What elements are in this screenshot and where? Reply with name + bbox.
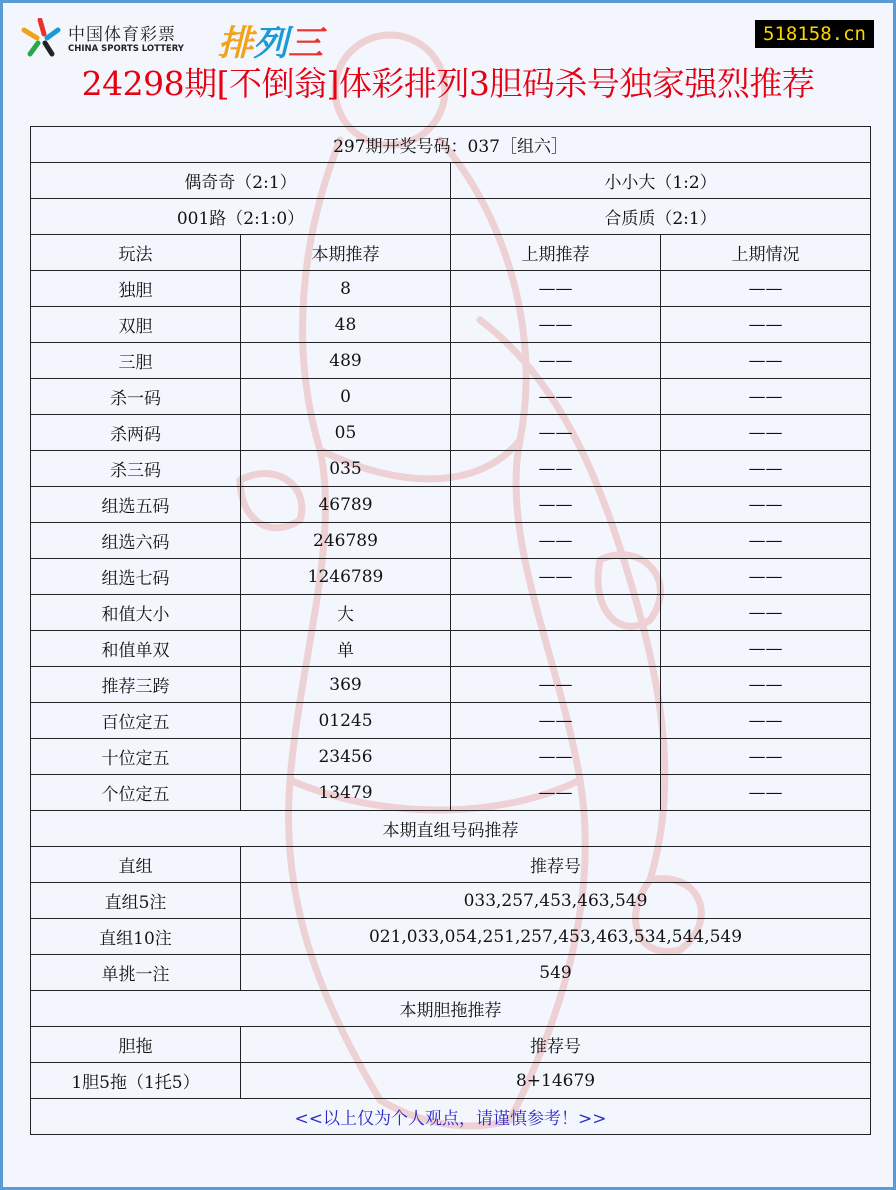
brand-part: 列 (253, 24, 289, 64)
brand-part: 三 (288, 24, 324, 64)
route-summary: 001路（2:1:0） (31, 199, 451, 235)
column-header: 推荐号 (241, 847, 871, 883)
direct-group-label: 直组5注 (31, 883, 241, 919)
play-name: 十位定五 (31, 739, 241, 775)
current-pick: 单 (241, 631, 451, 667)
column-header: 直组 (31, 847, 241, 883)
logo-chinese-text: 中国体育彩票 (68, 25, 176, 45)
previous-pick: —— (451, 271, 661, 307)
current-pick: 8 (241, 271, 451, 307)
previous-result: —— (661, 487, 871, 523)
table-row (31, 271, 871, 307)
summary-row (31, 163, 871, 199)
direct-group-numbers: 549 (241, 955, 871, 991)
table-row (31, 559, 871, 595)
play-name: 杀三码 (31, 451, 241, 487)
table-header-row (31, 235, 871, 271)
table-row (31, 703, 871, 739)
previous-pick: —— (451, 559, 661, 595)
table-row (31, 415, 871, 451)
previous-pick: —— (451, 379, 661, 415)
play-name: 独胆 (31, 271, 241, 307)
current-pick: 369 (241, 667, 451, 703)
parity-summary: 偶奇奇（2:1） (31, 163, 451, 199)
column-header: 胆拖 (31, 1027, 241, 1063)
dantuo-label: 1胆5拖（1托5） (31, 1063, 241, 1099)
column-header: 上期推荐 (451, 235, 661, 271)
logo-english-text: CHINA SPORTS LOTTERY (68, 44, 184, 54)
previous-pick: —— (451, 487, 661, 523)
previous-pick: —— (451, 343, 661, 379)
previous-pick: —— (451, 703, 661, 739)
brand-part: 排 (218, 24, 254, 64)
previous-pick: —— (451, 307, 661, 343)
recommendation-table (30, 126, 871, 1135)
play-name: 杀两码 (31, 415, 241, 451)
table-row (31, 451, 871, 487)
current-pick: 035 (241, 451, 451, 487)
prime-summary: 合质质（2:1） (451, 199, 871, 235)
table-row (31, 919, 871, 955)
previous-result: —— (661, 703, 871, 739)
current-pick: 46789 (241, 487, 451, 523)
current-pick: 大 (241, 595, 451, 631)
draw-result-row (31, 127, 871, 163)
table-row (31, 307, 871, 343)
table-row (31, 343, 871, 379)
current-pick: 05 (241, 415, 451, 451)
footer-row (31, 1099, 871, 1135)
draw-result: 297期开奖号码：037［组六］ (31, 127, 871, 163)
current-pick: 246789 (241, 523, 451, 559)
current-pick: 48 (241, 307, 451, 343)
table-row (31, 739, 871, 775)
direct-group-header-row (31, 847, 871, 883)
dantuo-heading: 本期胆拖推荐 (31, 991, 871, 1027)
play-name: 推荐三跨 (31, 667, 241, 703)
current-pick: 13479 (241, 775, 451, 811)
play-name: 组选五码 (31, 487, 241, 523)
previous-pick: —— (451, 523, 661, 559)
play-name: 双胆 (31, 307, 241, 343)
play-name: 和值大小 (31, 595, 241, 631)
previous-pick: —— (451, 667, 661, 703)
size-summary: 小小大（1:2） (451, 163, 871, 199)
current-pick: 0 (241, 379, 451, 415)
column-header: 本期推荐 (241, 235, 451, 271)
previous-result: —— (661, 559, 871, 595)
previous-result: —— (661, 523, 871, 559)
previous-result: —— (661, 271, 871, 307)
table-row (31, 955, 871, 991)
current-pick: 01245 (241, 703, 451, 739)
previous-result: —— (661, 595, 871, 631)
previous-result: —— (661, 451, 871, 487)
disclaimer-note: <<以上仅为个人观点，请谨慎参考！>> (31, 1099, 871, 1135)
column-header: 玩法 (31, 235, 241, 271)
current-pick: 23456 (241, 739, 451, 775)
previous-result: —— (661, 775, 871, 811)
previous-result: —— (661, 739, 871, 775)
current-pick: 1246789 (241, 559, 451, 595)
lottery-star-icon (20, 18, 62, 58)
play-name: 三胆 (31, 343, 241, 379)
play-name: 组选六码 (31, 523, 241, 559)
table-row (31, 667, 871, 703)
play-name: 组选七码 (31, 559, 241, 595)
previous-result: —— (661, 343, 871, 379)
direct-group-label: 直组10注 (31, 919, 241, 955)
play-name: 个位定五 (31, 775, 241, 811)
play-name: 百位定五 (31, 703, 241, 739)
page-title: 24298期[不倒翁]体彩排列3胆码杀号独家强烈推荐 (81, 64, 815, 103)
dantuo-heading-row (31, 991, 871, 1027)
table-row (31, 1063, 871, 1099)
previous-pick (451, 595, 661, 631)
summary-row (31, 199, 871, 235)
previous-result: —— (661, 415, 871, 451)
previous-result: —— (661, 631, 871, 667)
previous-pick: —— (451, 739, 661, 775)
table-row (31, 523, 871, 559)
table-row (31, 595, 871, 631)
previous-result: —— (661, 379, 871, 415)
play-name: 和值单双 (31, 631, 241, 667)
site-domain-badge: 518158.cn (755, 20, 874, 48)
table-row (31, 631, 871, 667)
china-sports-lottery-logo (20, 18, 340, 62)
previous-pick (451, 631, 661, 667)
previous-pick: —— (451, 415, 661, 451)
dantuo-header-row (31, 1027, 871, 1063)
previous-pick: —— (451, 775, 661, 811)
table-row (31, 775, 871, 811)
dantuo-numbers: 8+14679 (241, 1063, 871, 1099)
current-pick: 489 (241, 343, 451, 379)
previous-result: —— (661, 667, 871, 703)
direct-group-heading: 本期直组号码推荐 (31, 811, 871, 847)
previous-pick: —— (451, 451, 661, 487)
column-header: 上期情况 (661, 235, 871, 271)
previous-result: —— (661, 307, 871, 343)
direct-group-heading-row (31, 811, 871, 847)
direct-group-label: 单挑一注 (31, 955, 241, 991)
column-header: 推荐号 (241, 1027, 871, 1063)
play-name: 杀一码 (31, 379, 241, 415)
table-row (31, 487, 871, 523)
table-row (31, 379, 871, 415)
direct-group-numbers: 033,257,453,463,549 (241, 883, 871, 919)
table-row (31, 883, 871, 919)
direct-group-numbers: 021,033,054,251,257,453,463,534,544,549 (241, 919, 871, 955)
